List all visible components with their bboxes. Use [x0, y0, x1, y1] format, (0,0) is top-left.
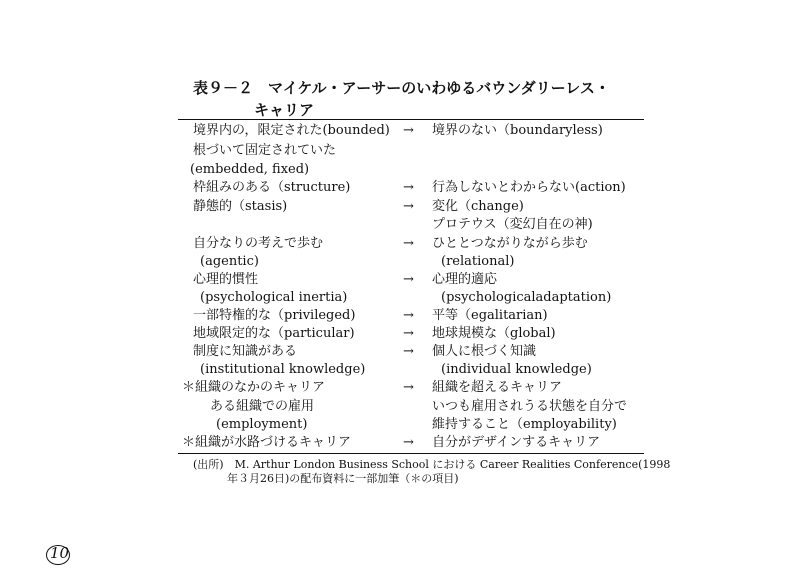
arrow-icon: →: [403, 123, 414, 138]
right-cell: 変化（change): [432, 199, 524, 214]
right-cell: 行為しないとわからない(action): [432, 180, 626, 195]
left-cell: 一部特権的な（privileged): [193, 308, 356, 323]
right-cell: 組織を超えるキャリア: [432, 380, 563, 395]
left-cell: 枠組みのある（structure): [193, 180, 351, 195]
top-rule: [178, 119, 644, 120]
right-cell: 自分がデザインするキャリア: [432, 435, 601, 450]
arrow-icon: →: [403, 380, 414, 395]
bottom-rule: [178, 453, 644, 454]
right-cell: 維持すること（employability): [432, 417, 617, 432]
left-cell: (psychological inertia): [200, 290, 348, 305]
arrow-icon: →: [403, 326, 414, 341]
left-cell: ＊組織が水路づけるキャリア: [182, 435, 352, 450]
right-cell: (individual knowledge): [441, 362, 592, 377]
source-note-line-2: 年３月26日)の配布資料に一部加筆（＊の項目): [227, 472, 459, 485]
source-note-line-1: (出所) M. Arthur London Business School における Career Realities Conference(1998: [193, 458, 671, 471]
table-title-line-2: キャリア: [254, 101, 315, 119]
left-cell: 地域限定的な（particular): [193, 326, 355, 341]
left-cell: 静態的（stasis): [193, 199, 288, 214]
right-cell: 境界のない（boundaryless): [432, 123, 603, 138]
arrow-icon: →: [403, 308, 414, 323]
right-cell: いつも雇用されうる状態を自分で: [432, 399, 628, 414]
left-cell: (agentic): [200, 254, 259, 269]
right-cell: 心理的適応: [432, 272, 498, 287]
arrow-icon: →: [403, 199, 414, 214]
table-title-line-1: 表９－２ マイケル・アーサーのいわゆるバウンダリーレス・: [193, 79, 610, 97]
right-cell: 平等（egalitarian): [432, 308, 548, 323]
arrow-icon: →: [403, 180, 414, 195]
right-cell: プロテウス（変幻自在の神): [432, 217, 593, 232]
arrow-icon: →: [403, 435, 414, 450]
right-cell: ひととつながりながら歩む: [432, 236, 588, 251]
left-cell: 心理的慣性: [193, 272, 259, 287]
right-cell: 個人に根づく知識: [432, 344, 537, 359]
arrow-icon: →: [403, 344, 414, 359]
left-cell: ＊組織のなかのキャリア: [182, 380, 326, 395]
left-cell: (employment): [216, 417, 308, 432]
right-cell: (psychologicaladaptation): [441, 290, 612, 305]
arrow-icon: →: [403, 236, 414, 251]
left-cell: ある組織での雇用: [210, 399, 315, 414]
right-cell: (relational): [441, 254, 515, 269]
arrow-icon: →: [403, 272, 414, 287]
left-cell: 根づいて固定されていた: [193, 143, 337, 158]
page-number: 10: [46, 544, 72, 564]
left-cell: (institutional knowledge): [200, 362, 366, 377]
right-cell: 地球規模な（global): [432, 326, 556, 341]
left-cell: 制度に知識がある: [193, 344, 298, 359]
left-cell: 境界内の，限定された(bounded): [193, 123, 390, 138]
left-cell: (embedded, fixed): [190, 162, 310, 177]
left-cell: 自分なりの考えで歩む: [193, 236, 324, 251]
